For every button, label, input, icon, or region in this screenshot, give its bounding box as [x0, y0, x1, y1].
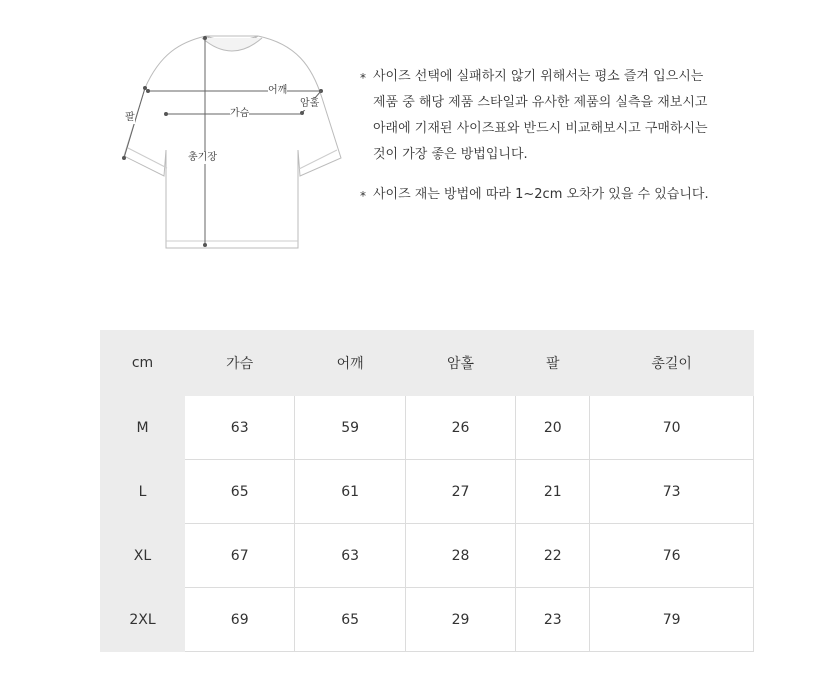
length-cell: 73 [590, 460, 754, 524]
size-notes [360, 64, 800, 208]
sleeve-cell: 22 [516, 524, 590, 588]
length-header: 총길이 [590, 331, 754, 396]
size-label: L [101, 460, 185, 524]
armhole-cell: 29 [405, 588, 515, 652]
shoulder-header: 어깨 [295, 331, 405, 396]
size-label: M [101, 396, 185, 460]
chest-cell: 69 [185, 588, 295, 652]
note-measurement-advice [360, 64, 800, 168]
table-row [101, 524, 754, 588]
sleeve-cell: 21 [516, 460, 590, 524]
length-cell: 79 [590, 588, 754, 652]
note-line: 제품 중 해당 제품 스타일과 유사한 제품의 실측을 재보시고 [373, 95, 708, 110]
chest-header: 가슴 [185, 331, 295, 396]
size-label: XL [101, 524, 185, 588]
note-mark: * [360, 189, 366, 203]
shoulder-cell: 65 [295, 588, 405, 652]
size-label: 2XL [101, 588, 185, 652]
tshirt-size-diagram [110, 28, 350, 258]
note-line: 아래에 기재된 사이즈표와 반드시 비교해보시고 구매하시는 [373, 121, 708, 136]
chest-label: 가슴 [230, 108, 250, 119]
shoulder-cell: 59 [295, 396, 405, 460]
armhole-header: 암홀 [405, 331, 515, 396]
chest-cell: 65 [185, 460, 295, 524]
note-line: 사이즈 선택에 실패하지 않기 위해서는 평소 즐겨 입으시는 [373, 69, 704, 84]
table-row [101, 460, 754, 524]
table-row [101, 396, 754, 460]
armhole-label: 암홀 [300, 98, 320, 109]
sleeve-label: 팔 [125, 112, 135, 123]
length-cell: 76 [590, 524, 754, 588]
length-cell: 70 [590, 396, 754, 460]
sleeve-cell: 23 [516, 588, 590, 652]
armhole-cell: 27 [405, 460, 515, 524]
shoulder-cell: 61 [295, 460, 405, 524]
table-row [101, 588, 754, 652]
armhole-cell: 26 [405, 396, 515, 460]
sleeve-header: 팔 [516, 331, 590, 396]
chest-cell: 67 [185, 524, 295, 588]
note-line: 사이즈 재는 방법에 따라 1~2cm 오차가 있을 수 있습니다. [373, 187, 709, 202]
note-mark: * [360, 71, 366, 85]
sleeve-cell: 20 [516, 396, 590, 460]
unit-header: cm [101, 331, 185, 396]
shoulder-label: 어깨 [268, 85, 288, 96]
tshirt-outline-icon [110, 28, 350, 258]
size-table [100, 330, 754, 652]
table-header-row [101, 331, 754, 396]
note-error-margin [360, 182, 800, 208]
shoulder-cell: 63 [295, 524, 405, 588]
armhole-cell: 28 [405, 524, 515, 588]
chest-cell: 63 [185, 396, 295, 460]
note-line: 것이 가장 좋은 방법입니다. [373, 147, 528, 162]
length-label: 총기장 [188, 152, 217, 163]
